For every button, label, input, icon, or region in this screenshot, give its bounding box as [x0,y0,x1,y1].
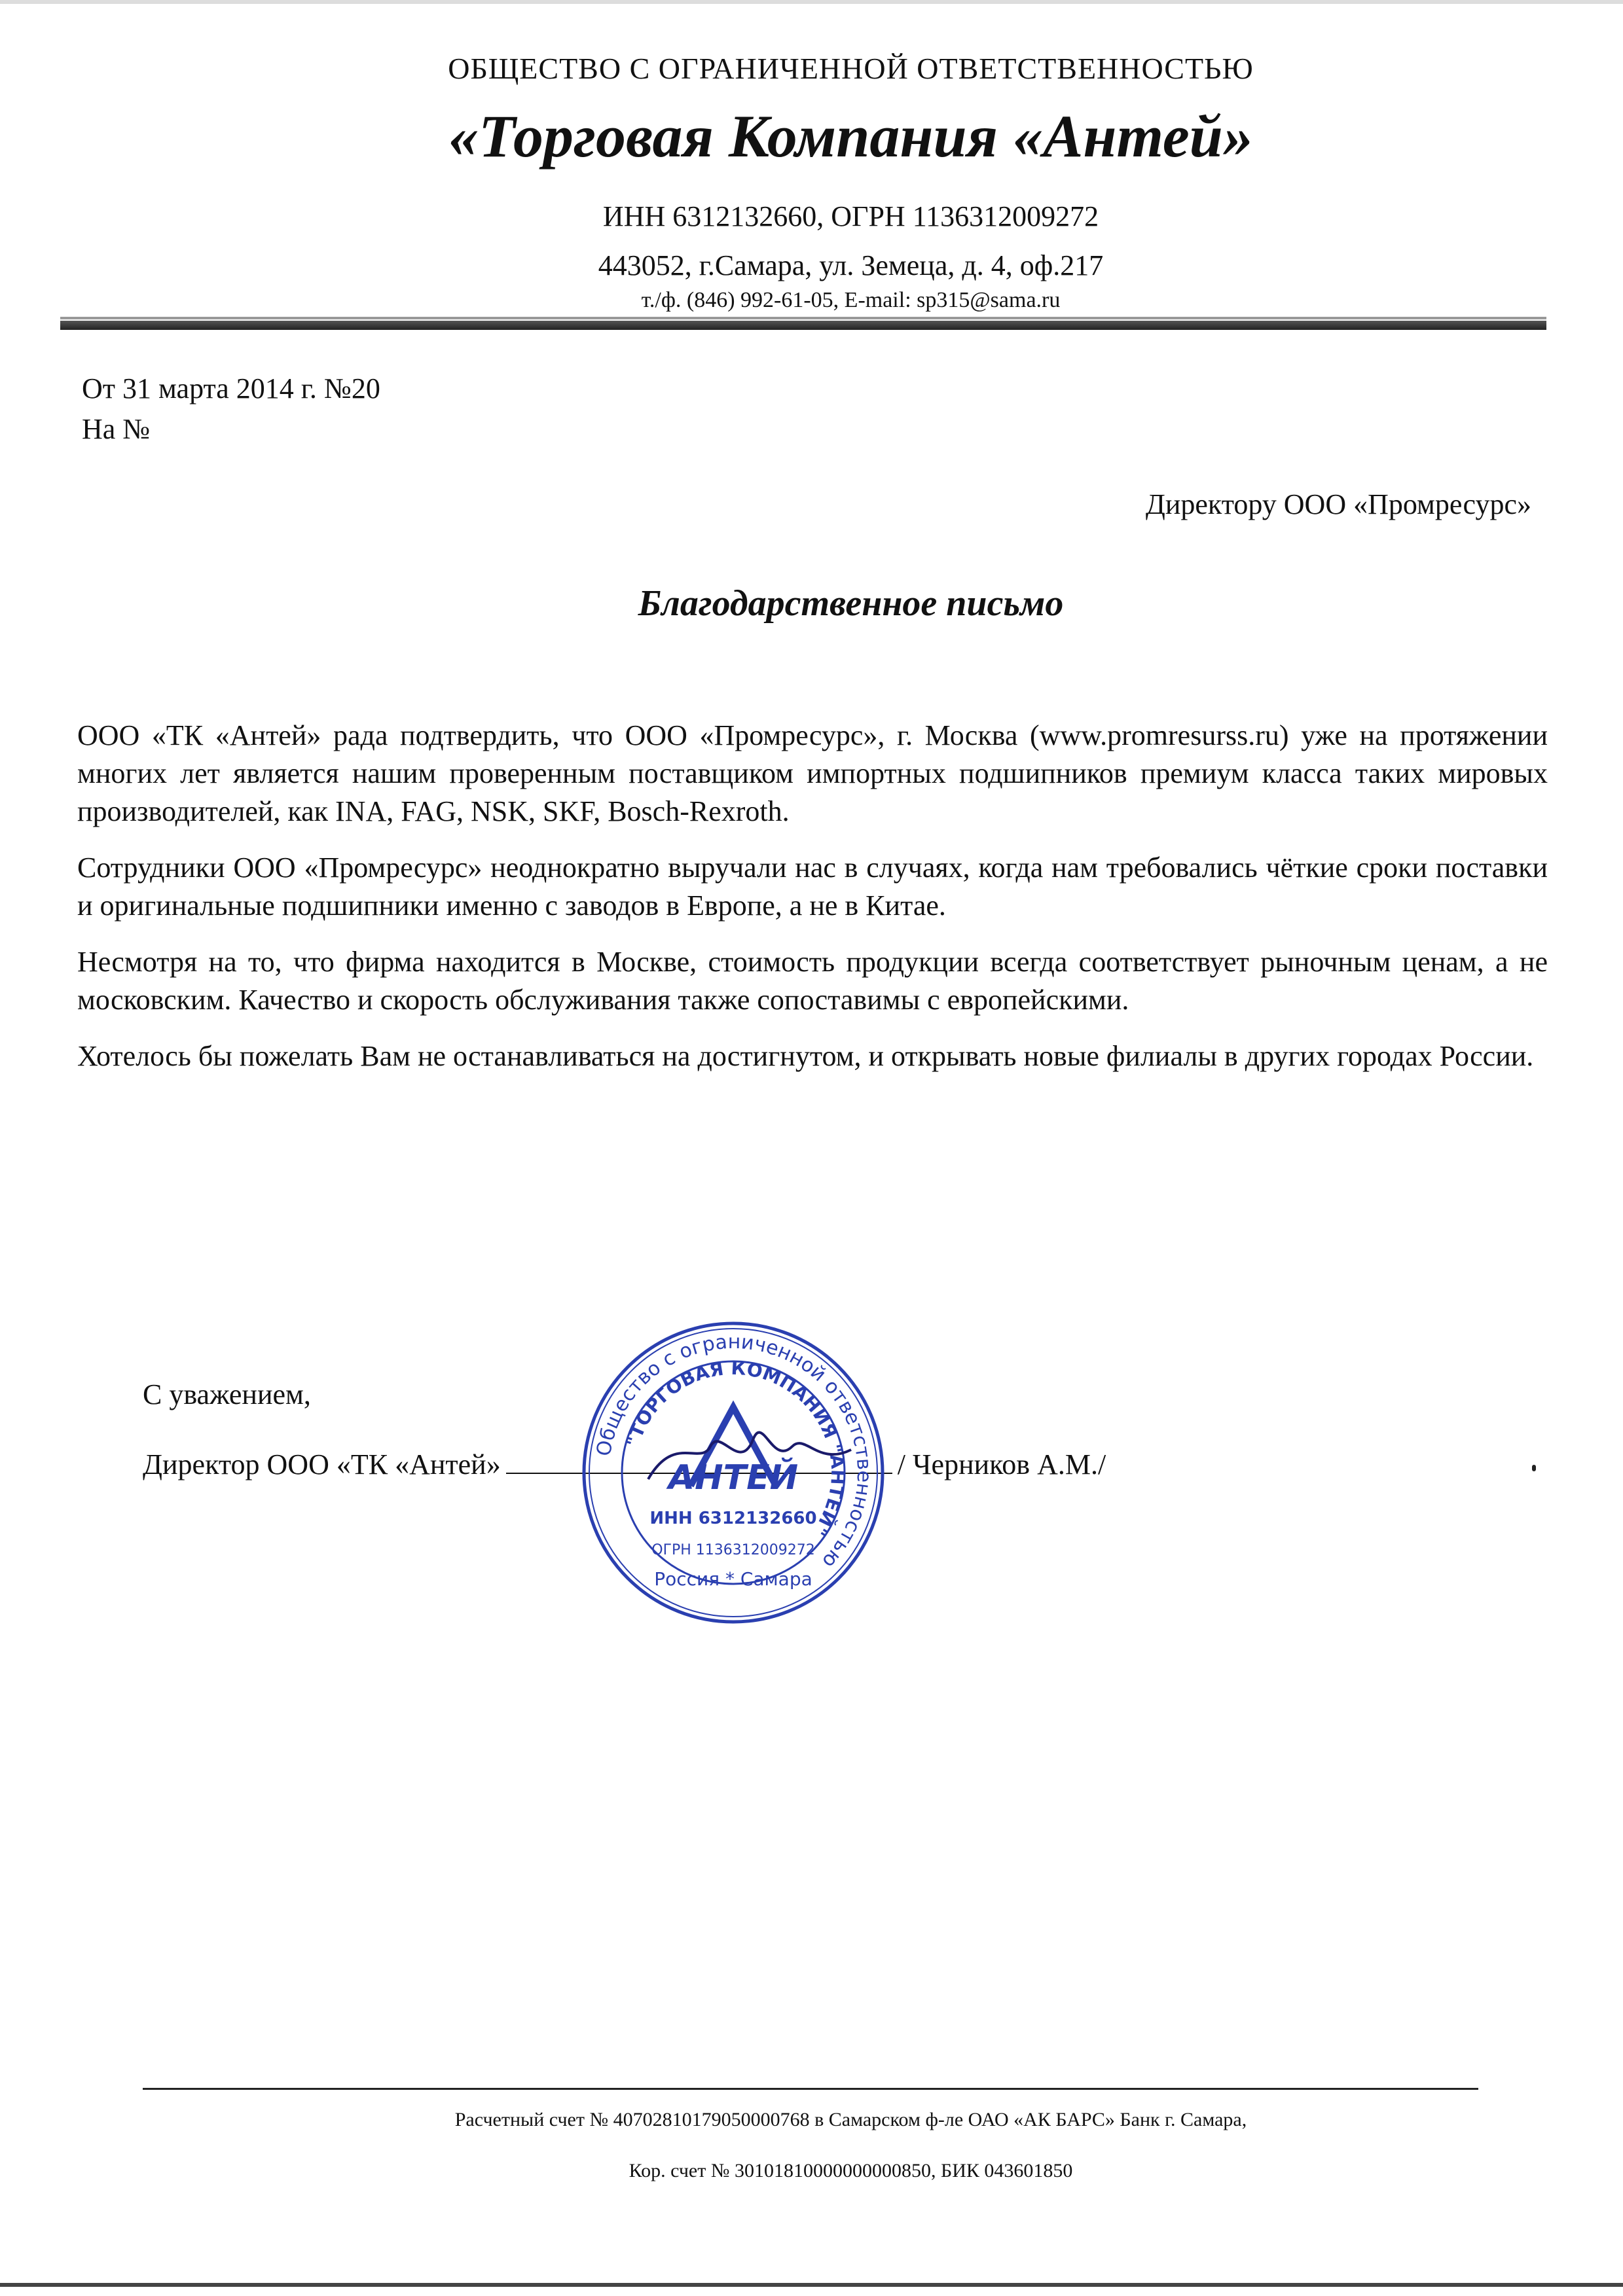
org-form-heading: ОБЩЕСТВО С ОГРАНИЧЕННОЙ ОТВЕТСТВЕННОСТЬЮ [448,52,1254,85]
closing-regards: С уважением, [143,1378,311,1410]
company-requisites: ИНН 6312132660, ОГРН 1136312009272 [602,200,1099,232]
seal-ogrn: ОГРН 1136312009272 [651,1542,815,1558]
footer-divider [143,2088,1478,2090]
company-name: «Торговая Компания «Антей» [448,103,1253,170]
body-paragraph: ООО «ТК «Антей» рада подтвердить, что ООО «Промресурс», г. Москва (www.promresurss.ru) уже на протяжении многих лет является нашим проверенным поставщиком импортных подшипников премиум класса таких мировых производителей, как INA, FAG, NSK, SKF, Bosch-Rexroth. [77,719,1548,827]
body-paragraph: Несмотря на то, что фирма находится в Москве, стоимость продукции всегда соответствует рыночным ценам, а не московским. Качество и скорость обслуживания также сопоставимы с европейскими. [77,946,1548,1016]
scan-edge-bottom [0,2283,1623,2287]
letter-date-number: От 31 марта 2014 г. №20 [82,372,380,404]
footer-bank-account: Расчетный счет № 40702810179050000768 в Самарском ф-ле ОАО «АК БАРС» Банк г. Самара, [454,2109,1247,2130]
signer-name: / Черников А.М./ [897,1448,1106,1480]
letter-title: Благодарственное письмо [638,583,1064,624]
seal-outer-text: Общество с ограниченной ответственностью [592,1330,876,1573]
footer-corr-account: Кор. счет № 30101810000000000850, БИК 043601850 [629,2160,1073,2181]
scan-edge-top [0,0,1623,4]
letter-body [77,717,1548,1094]
seal-inn: ИНН 6312132660 [649,1509,817,1528]
company-address: 443052, г.Самара, ул. Земеца, д. 4, оф.217 [598,249,1104,281]
seal-logo-text: АНТЕЙ [668,1458,799,1498]
signer-position: Директор ООО «ТК «Антей» [143,1448,501,1480]
header-divider [60,321,1546,330]
seal-location: Россия * Самара [654,1568,812,1590]
company-contacts: т./ф. (846) 992-61-05, E-mail: sp315@sama.ru [641,288,1061,312]
letter-addressee: Директору ООО «Промресурс» [1145,488,1531,520]
seal-company-text: "ТОРГОВАЯ КОМПАНИЯ "АНТЕЙ" [621,1357,849,1540]
letter-reply-ref: На № [82,413,151,445]
body-paragraph: Сотрудники ООО «Промресурс» неоднократно выручали нас в случаях, когда нам требовались чёткие сроки поставки и оригинальные подшипники именно с заводов в Европе, а не в Китае. [77,852,1548,922]
scan-speck [1532,1465,1536,1471]
body-paragraph: Хотелось бы пожелать Вам не останавливаться на достигнутом, и открывать новые филиалы в других городах России. [77,1040,1534,1072]
company-seal [576,1316,890,1630]
header-divider-thin [60,317,1546,319]
